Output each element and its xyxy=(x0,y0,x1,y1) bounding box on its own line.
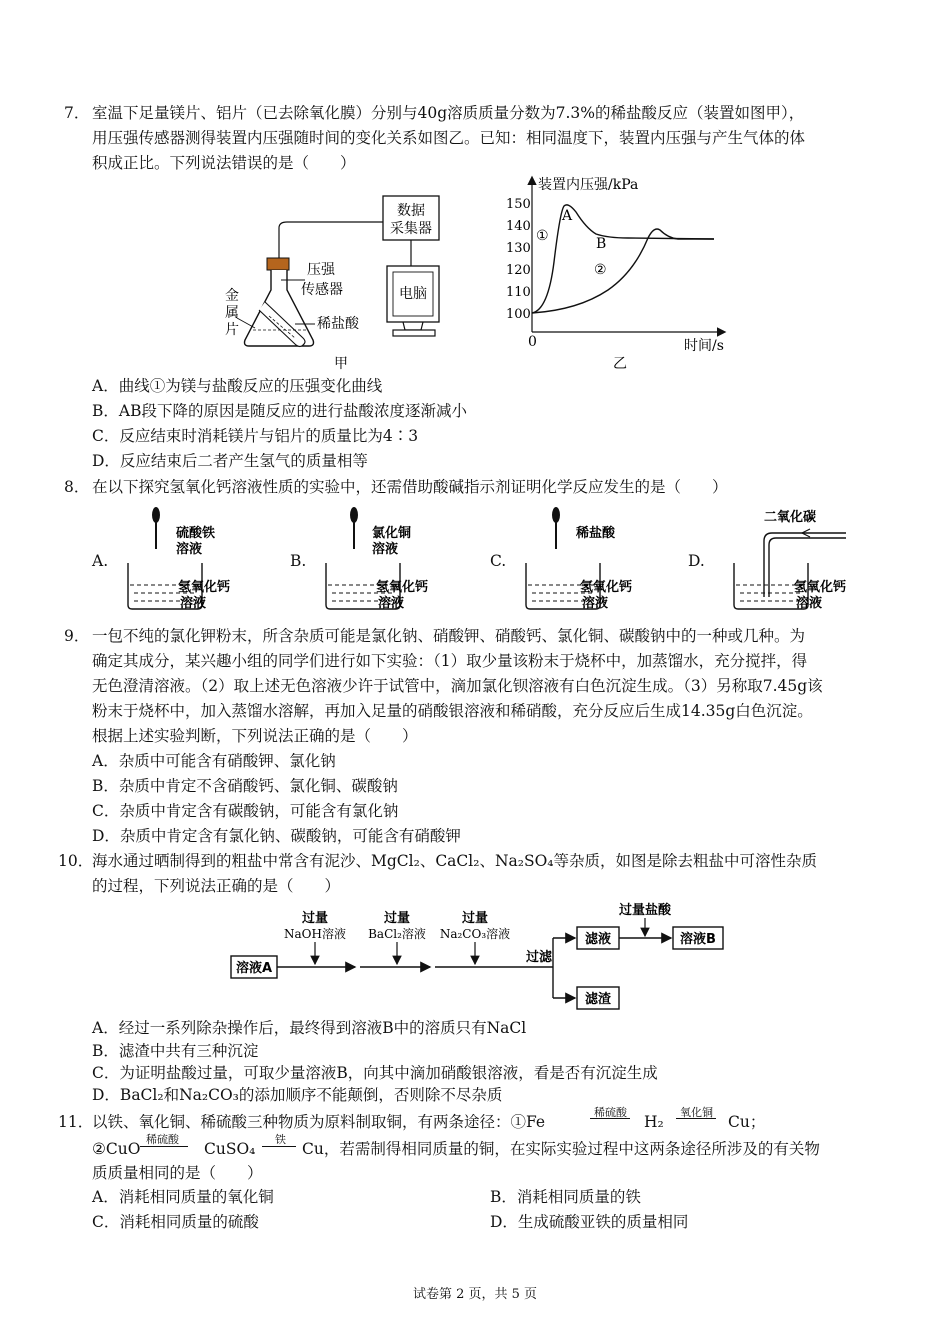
route2-arrow2 xyxy=(262,1146,296,1147)
q9-text-line-4: 粉末于烧杯中，加入蒸馏水溶解，再加入足量的硝酸银溶液和稀硝酸，充分反应后生成14.35g白色沉淀。 xyxy=(92,702,813,720)
q8-d-solution-2: 溶液 xyxy=(796,596,823,611)
data-collector-label-2: 采集器 xyxy=(390,221,432,237)
q10-flow-diagram xyxy=(225,900,755,1015)
q9-text-line-5: 根据上述实验判断，下列说法正确的是（ ） xyxy=(92,727,418,745)
route2-intermediate: CuSO₄ xyxy=(204,1140,256,1158)
metal-label-1: 金 xyxy=(225,288,239,304)
acid-label: 过量盐酸 xyxy=(618,903,672,918)
y-tick-120: 120 xyxy=(506,263,531,278)
q8-b-solution-2: 溶液 xyxy=(378,596,405,611)
q9-option-c: C．杂质中肯定含有碳酸钠，可能含有氯化钠 xyxy=(92,802,399,820)
route2-rest: Cu，若需制得相同质量的铜，在实际实验过程中这两条途径所涉及的有关物 xyxy=(302,1140,820,1158)
step2-label: 过量 xyxy=(383,911,411,926)
q11-option-d: D．生成硫酸亚铁的质量相同 xyxy=(490,1213,689,1231)
q8-a-solution-2: 溶液 xyxy=(180,596,207,611)
q7-text-line-3: 积成正比。下列说法错误的是（ ） xyxy=(92,154,356,172)
q7-option-c: C．反应结束时消耗镁片与铝片的质量比为4∶3 xyxy=(92,427,419,445)
q10-option-d: D．BaCl₂和Na₂CO₃的添加顺序不能颠倒，否则除不尽杂质 xyxy=(92,1086,503,1104)
step3-label: 过量 xyxy=(461,911,489,926)
y-tick-140: 140 xyxy=(506,219,531,234)
computer-label: 电脑 xyxy=(399,286,427,302)
q9-option-a: A．杂质中可能含有硝酸钾、氯化钠 xyxy=(92,752,336,770)
q8-text: 在以下探究氢氧化钙溶液性质的实验中，还需借助酸碱指示剂证明化学反应发生的是（ ） xyxy=(92,478,728,496)
route1-product: Cu； xyxy=(728,1113,766,1131)
route2-arrow1-reagent: 稀硫酸 xyxy=(146,1133,179,1146)
step1-reagent: NaOH溶液 xyxy=(284,927,346,941)
curve-2 xyxy=(532,229,714,313)
q8-choice-a-figure xyxy=(118,505,258,613)
q8-b-reagent-1: 氯化铜 xyxy=(372,526,412,541)
residue-label: 滤渣 xyxy=(584,992,612,1007)
q9-text-line-1: 一包不纯的氯化钾粉末，所含杂质可能是氯化钠、硝酸钾、硝酸钙、氯化铜、碳酸钠中的一种或几种。为 xyxy=(92,627,806,645)
q10-option-c: C．为证明盐酸过量，可取少量溶液B，向其中滴加硝酸银溶液，看是否有沉淀生成 xyxy=(92,1064,658,1082)
q10-text-line-1: 海水通过晒制得到的粗盐中常含有泥沙、MgCl₂、CaCl₂、Na₂SO₄等杂质，如图是除去粗盐中可溶性杂质 xyxy=(92,852,818,870)
q7-option-d: D．反应结束后二者产生氢气的质量相等 xyxy=(92,452,368,470)
q11-text-line-1: 以铁、氧化铜、稀硫酸三种物质为原料制取铜，有两条途径：①Fe xyxy=(92,1113,546,1131)
q10-number: 10． xyxy=(58,852,94,870)
q7-text-line-2: 用压强传感器测得装置内压强随时间的变化关系如图乙。已知：相同温度下，装置内压强与产生气体的体 xyxy=(92,129,806,147)
route1-arrow2 xyxy=(676,1118,716,1119)
point-a-label: A xyxy=(562,208,573,224)
q8-choice-b-letter: B. xyxy=(290,552,307,570)
q11-option-b: B．消耗相同质量的铁 xyxy=(490,1188,641,1206)
curve-2-label: ② xyxy=(594,262,607,278)
curve-1-label: ① xyxy=(536,228,549,244)
q11-text-line-3: 质质量相同的是（ ） xyxy=(92,1164,263,1182)
y-ticks xyxy=(506,197,531,322)
y-tick-110: 110 xyxy=(506,285,531,300)
q8-choice-b-figure xyxy=(316,505,456,613)
q7-option-b: B．AB段下降的原因是随反应的进行盐酸浓度逐渐减小 xyxy=(92,402,467,420)
route1-arrow1-reagent: 稀硫酸 xyxy=(594,1106,627,1119)
data-collector-label-1: 数据 xyxy=(397,203,425,219)
q8-c-solution-2: 溶液 xyxy=(582,596,609,611)
y-tick-100: 100 xyxy=(506,307,531,322)
q11-option-a: A．消耗相同质量的氧化铜 xyxy=(92,1188,274,1206)
q8-a-reagent-2: 溶液 xyxy=(176,542,203,557)
figure-jia-caption: 甲 xyxy=(334,356,348,372)
q8-c-solution-1: 氢氧化钙 xyxy=(580,580,633,595)
y-axis-label: 装置内压强/kPa xyxy=(538,177,639,193)
metal-label-2: 属 xyxy=(225,305,239,321)
q11-option-c: C．消耗相同质量的硫酸 xyxy=(92,1213,259,1231)
q8-b-solution-1: 氢氧化钙 xyxy=(376,580,429,595)
acid-label: 稀盐酸 xyxy=(317,316,359,332)
solution-b-label: 溶液B xyxy=(680,932,716,947)
x-axis-label: 时间/s xyxy=(684,338,724,354)
route2-start: ②CuO xyxy=(92,1140,141,1158)
q9-option-d: D．杂质中肯定含有氯化钠、碳酸钠，可能含有硝酸钾 xyxy=(92,827,461,845)
metal-label-3: 片 xyxy=(225,322,239,338)
y-tick-150: 150 xyxy=(506,197,531,212)
route1-arrow1 xyxy=(590,1118,630,1119)
q8-b-reagent-2: 溶液 xyxy=(372,542,399,557)
q10-option-a: A．经过一系列除杂操作后，最终得到溶液B中的溶质只有NaCl xyxy=(92,1019,527,1037)
curve-1 xyxy=(532,205,714,313)
q8-a-reagent-1: 硫酸铁 xyxy=(176,526,216,541)
step2-reagent: BaCl₂溶液 xyxy=(368,927,426,941)
q11-number: 11． xyxy=(58,1113,94,1131)
q7-figure-jia xyxy=(215,190,465,375)
q9-option-b: B．杂质中肯定不含硝酸钙、氯化铜、碳酸钠 xyxy=(92,777,398,795)
route2-arrow1 xyxy=(140,1146,188,1147)
q9-text-line-3: 无色澄清溶液。（2）取上述无色溶液少许于试管中，滴加氯化钡溶液有白色沉淀生成。（3）另称取7.45g该 xyxy=(92,677,823,695)
flask-stopper xyxy=(267,258,289,270)
route2-arrow2-reagent: 铁 xyxy=(275,1133,286,1146)
solution-a-label: 溶液A xyxy=(235,961,273,976)
q8-choice-d-figure xyxy=(714,505,874,613)
q8-choice-c-letter: C. xyxy=(490,552,507,570)
y-tick-130: 130 xyxy=(506,241,531,256)
q7-text-line-1: 室温下足量镁片、铝片（已去除氧化膜）分别与40g溶质质量分数为7.3%的稀盐酸反应（装置如图甲）， xyxy=(92,104,805,122)
q8-choice-c-figure xyxy=(516,505,656,613)
q8-c-reagent-1: 稀盐酸 xyxy=(576,526,616,541)
filtrate-label: 滤液 xyxy=(584,932,612,947)
q8-choice-d-letter: D. xyxy=(688,552,705,570)
figure-yi-caption: 乙 xyxy=(613,356,627,372)
q10-option-b: B．滤渣中共有三种沉淀 xyxy=(92,1042,259,1060)
q8-number: 8． xyxy=(64,478,90,496)
q7-number: 7． xyxy=(64,104,90,122)
q8-d-reagent-1: 二氧化碳 xyxy=(764,510,817,525)
q10-text-line-2: 的过程，下列说法正确的是（ ） xyxy=(92,877,341,895)
q9-number: 9． xyxy=(64,627,90,645)
route1-intermediate: H₂ xyxy=(644,1113,664,1131)
sensor-label-1: 压强 xyxy=(307,262,335,278)
q7-option-a: A．曲线①为镁与盐酸反应的压强变化曲线 xyxy=(92,377,383,395)
step1-label: 过量 xyxy=(301,911,329,926)
q7-figure-yi xyxy=(498,172,733,377)
step3-reagent: Na₂CO₃溶液 xyxy=(439,927,511,941)
sensor-label-2: 传感器 xyxy=(301,282,343,298)
q8-d-solution-1: 氢氧化钙 xyxy=(794,580,847,595)
origin-label: 0 xyxy=(528,334,537,350)
sensor-cable xyxy=(279,222,383,258)
q8-a-solution-1: 氢氧化钙 xyxy=(178,580,231,595)
page-footer: 试卷第 2 页，共 5 页 xyxy=(412,1287,538,1302)
filter-label: 过滤 xyxy=(525,950,553,965)
point-b-label: B xyxy=(596,236,607,252)
q8-choice-a-letter: A. xyxy=(92,552,109,570)
q9-text-line-2: 确定其成分，某兴趣小组的同学们进行如下实验：（1）取少量该粉末于烧杯中，加蒸馏水，充分搅拌，得 xyxy=(92,652,808,670)
route1-arrow2-reagent: 氧化铜 xyxy=(680,1106,713,1119)
